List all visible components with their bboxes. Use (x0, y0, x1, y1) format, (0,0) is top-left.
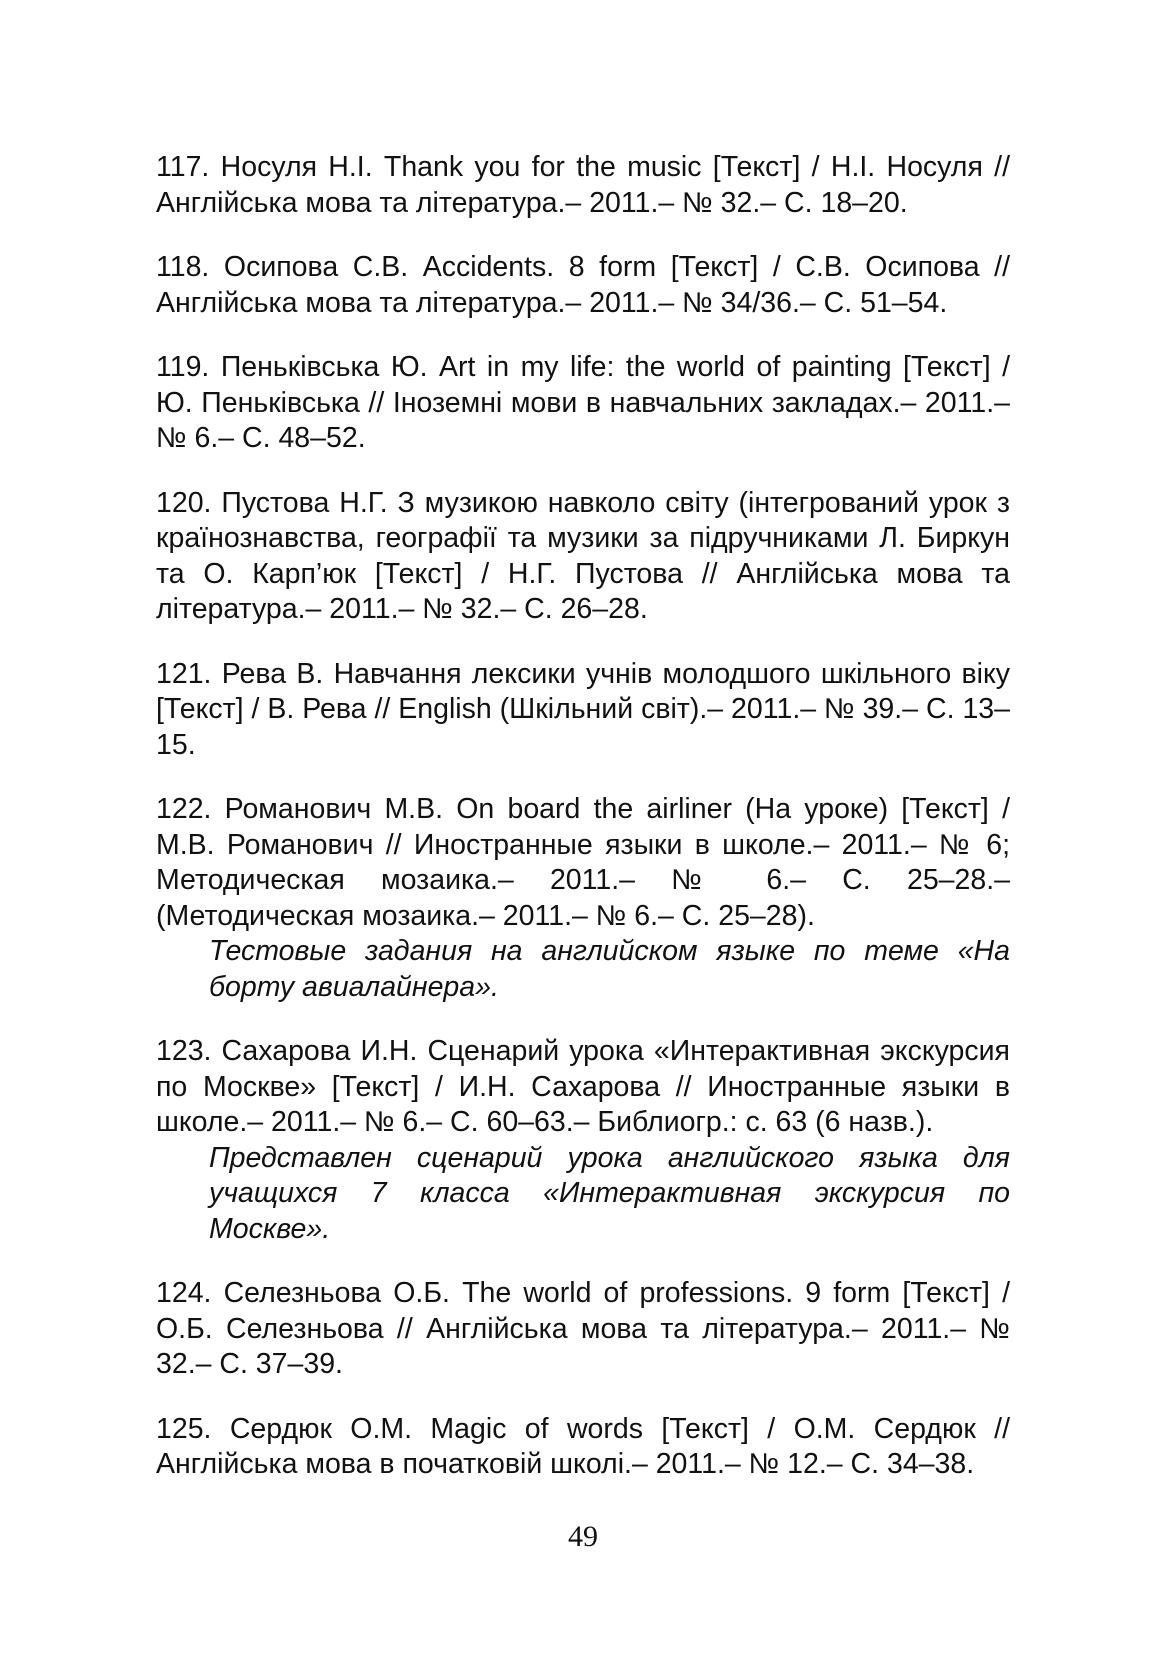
bibliography-entry-118 (156, 250, 1010, 321)
entry-text: 120. Пустова Н.Г. З музикою навколо світу (інтегрований урок з країнознавства, географії та музики за підручниками Л. Биркун та О. Карп’юк [Текст] / Н.Г. Пустова // Англійська мова та література.– 2011.– № 32.– С. 26–28. (156, 486, 1010, 625)
bibliography-entry-120 (156, 486, 1010, 628)
bibliography-entry-125 (156, 1412, 1010, 1483)
entry-text: 119. Пеньківська Ю. Art in my life: the world of painting [Текст] / Ю. Пеньківська // Іноземні мови в навчальних закладах.– 2011.– № 6.– С. 48–52. (156, 351, 1010, 454)
entry-annotation: Тестовые задания на английском языке по теме «На борту авиалайнера». (209, 935, 1010, 1003)
page-number: 49 (568, 1520, 598, 1553)
bibliography-page (156, 150, 1010, 1512)
entry-text: 122. Романович М.В. On board the airliner (На уроке) [Текст] / М.В. Романович // Иностранные языки в школе.– 2011.– № 6; Методическая мозаика.– 2011.– № 6.– С. 25–28.– (Методическая мозаика.– 2011.– № 6.– С. 25–28). (156, 793, 1010, 932)
entry-text: 121. Рева В. Навчання лексики учнів молодшого шкільного віку [Текст] / В. Рева // English (Шкільний світ).– 2011.– № 39.– С. 13–15. (156, 657, 1010, 761)
bibliography-entry-122 (156, 792, 1010, 1005)
entry-text: 118. Осипова С.В. Accidents. 8 form [Текст] / С.В. Осипова // Англійська мова та література.– 2011.– № 34/36.– С. 51–54. (156, 251, 1010, 319)
bibliography-entry-124 (156, 1276, 1010, 1383)
bibliography-entry-119 (156, 350, 1010, 457)
bibliography-entry-117 (156, 150, 1010, 221)
entry-annotation: Представлен сценарий урока английского языка для учащихся 7 класса «Интерактивная экскурсия по Москве». (209, 1141, 1010, 1245)
bibliography-entry-121 (156, 657, 1010, 764)
bibliography-entry-123 (156, 1034, 1010, 1247)
entry-text: 117. Носуля Н.І. Thank you for the music [Текст] / Н.І. Носуля // Англійська мова та література.– 2011.– № 32.– С. 18–20. (156, 151, 1010, 219)
entry-text: 123. Сахарова И.Н. Сценарий урока «Интерактивная экскурсия по Москве» [Текст] / И.Н. Сахарова // Иностранные языки в школе.– 2011.– № 6.– С. 60–63.– Библиогр.: с. 63 (6 назв.). (156, 1035, 1010, 1138)
entry-text: 124. Селезньова О.Б. The world of professions. 9 form [Текст] / О.Б. Селезньова // Англійська мова та література.– 2011.– № 32.– С. 37–39. (156, 1277, 1010, 1380)
entry-text: 125. Сердюк О.М. Magic of words [Текст] / О.М. Сердюк // Англійська мова в початковій школі.– 2011.– № 12.– С. 34–38. (156, 1412, 1010, 1480)
